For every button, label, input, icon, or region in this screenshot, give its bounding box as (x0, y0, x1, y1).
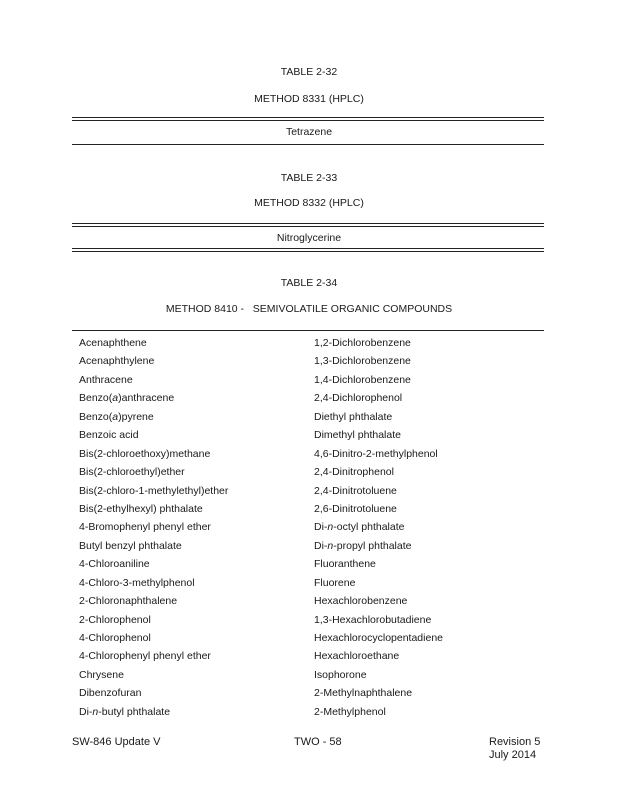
table-2-34-method: METHOD 8410 - SEMIVOLATILE ORGANIC COMPOUNDS (165, 303, 453, 315)
footer-date: July 2014 (489, 749, 537, 761)
compound-item: Di-n-butyl phthalate (79, 705, 171, 718)
compound-item: Fluorene (314, 576, 356, 589)
compound-item: 4-Chlorophenol (79, 632, 151, 644)
table-2-32-top-rule-2 (72, 120, 544, 121)
compound-item: Benzoic acid (79, 429, 139, 442)
compound-item: 2-Chloronaphthalene (79, 595, 178, 608)
compound-item: Di-n-propyl phthalate (314, 539, 412, 552)
table-2-34-top-rule (72, 330, 544, 331)
compound-item: 4,6-Dinitro-2-methylphenol (314, 447, 438, 460)
compound-item: Chrysene (79, 668, 124, 681)
table-2-33-bottom-rule-2 (72, 251, 544, 252)
compound-item: Di-n-octyl phthalate (314, 521, 405, 534)
compound-item: 2,4-Dinitrotoluene (314, 484, 397, 497)
compound-item: Hexachlorobenzene (314, 595, 408, 608)
compound-item: Hexachlorocyclopentadiene (314, 632, 443, 644)
table-2-33-bottom-rule (72, 248, 544, 249)
compound-list-left (79, 334, 228, 721)
table-2-32-method: METHOD 8331 (HPLC) (254, 93, 364, 105)
compound-item: 4-Chloro-3-methylphenol (79, 576, 195, 589)
compound-item: 2-Methylnaphthalene (314, 687, 413, 700)
compound-item: Benzo(a)anthracene (79, 392, 175, 405)
compound-item: Hexachloroethane (314, 650, 400, 663)
compound-item: 4-Chlorophenyl phenyl ether (79, 650, 211, 663)
compound-item: 4-Chloroaniline (79, 558, 150, 571)
table-2-32-top-rule (72, 117, 544, 118)
compound-item: Bis(2-chloroethoxy)methane (79, 447, 211, 460)
compound-item: Dibenzofuran (79, 687, 142, 700)
compound-item: Acenaphthene (79, 337, 147, 349)
table-2-33-top-rule-2 (72, 226, 544, 227)
table-2-33-method: METHOD 8332 (HPLC) (254, 197, 364, 209)
compound-item: Fluoranthene (314, 558, 376, 571)
compound-item: Butyl benzyl phthalate (79, 539, 182, 552)
compound-item: 1,3-Dichlorobenzene (314, 355, 411, 368)
compound-item: Isophorone (314, 668, 367, 681)
compound-item: 2-Methylphenol (314, 705, 386, 718)
compound-item: Benzo(a)pyrene (79, 410, 154, 423)
table-2-33-title: TABLE 2-33 (280, 172, 338, 184)
compound-item: 2-Chlorophenol (79, 613, 151, 626)
compound-item: Anthracene (79, 373, 133, 386)
compound-item: 4-Bromophenyl phenyl ether (79, 521, 211, 534)
compound-item: 1,3-Hexachlorobutadiene (314, 613, 432, 626)
compound-item: Bis(2-ethylhexyl) phthalate (79, 502, 203, 515)
compound-item: Bis(2-chloroethyl)ether (79, 466, 185, 479)
table-2-33-top-rule (72, 223, 544, 224)
compound-item: 2,4-Dichlorophenol (314, 392, 403, 405)
table-2-32-compound: Tetrazene (285, 126, 333, 138)
compound-item: Dimethyl phthalate (314, 429, 401, 442)
compound-item: 1,4-Dichlorobenzene (314, 373, 411, 386)
compound-item: Diethyl phthalate (314, 410, 393, 423)
footer-revision: Revision 5 (489, 736, 541, 748)
table-2-33-compound: Nitroglycerine (276, 232, 342, 244)
table-2-32-title: TABLE 2-32 (280, 66, 338, 78)
compound-item: 2,4-Dinitrophenol (314, 466, 394, 479)
compound-item: 2,6-Dinitrotoluene (314, 502, 397, 515)
compound-list-right (314, 334, 443, 721)
footer-page-number: TWO - 58 (294, 736, 342, 748)
table-2-34-title: TABLE 2-34 (280, 277, 338, 289)
compound-item: Acenaphthylene (79, 355, 155, 368)
compound-item: Bis(2-chloro-1-methylethyl)ether (79, 484, 229, 497)
footer-document-id: SW-846 Update V (72, 736, 161, 748)
compound-item: 1,2-Dichlorobenzene (314, 337, 411, 349)
table-2-32-bottom-rule (72, 144, 544, 145)
